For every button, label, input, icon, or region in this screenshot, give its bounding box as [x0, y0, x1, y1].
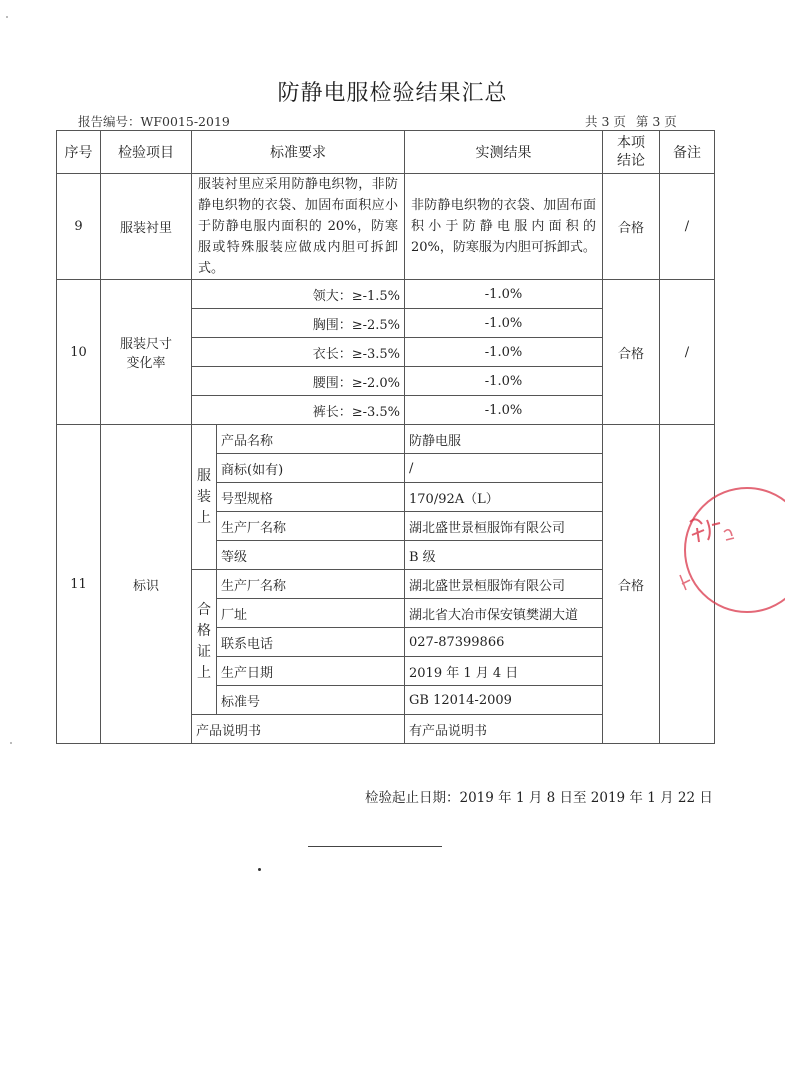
header-result: 实测结果 — [405, 131, 603, 174]
row9-standard: 服装衬里应采用防静电织物，非防静电织物的衣袋、加固布面积应小于防静电服内面积的 20%，防寒服或特殊服装应做成内胆可拆卸式。 — [192, 174, 405, 280]
value-cell: / — [405, 454, 603, 483]
total-pages: 共 3 页 — [585, 114, 626, 129]
dim-requirement: 领大：≥-1.5% — [192, 280, 405, 309]
scan-speck — [10, 742, 12, 744]
row10-item-line2: 变化率 — [126, 356, 166, 371]
row11-conclusion: 合格 — [603, 425, 660, 744]
dim-result: -1.0% — [405, 280, 603, 309]
table-row-10-dim-1 — [57, 280, 715, 309]
group-char: 合 — [197, 602, 211, 618]
header-seq: 序号 — [57, 131, 101, 174]
table-header-row — [57, 131, 715, 174]
header-conclusion-line1: 本项 — [617, 135, 645, 151]
table-row-9 — [57, 174, 715, 280]
header-conclusion-line2: 结论 — [617, 153, 645, 169]
row9-remark: / — [660, 174, 715, 280]
page-indicator — [585, 112, 677, 130]
group-on-certificate — [192, 570, 217, 715]
header-item: 检验项目 — [101, 131, 192, 174]
row10-item — [101, 280, 192, 425]
dim-result: -1.0% — [405, 309, 603, 338]
value-cell: GB 12014-2009 — [405, 686, 603, 715]
row11-seq: 11 — [57, 425, 101, 744]
header-remark: 备注 — [660, 131, 715, 174]
label-cell: 等级 — [217, 541, 405, 570]
inspection-period: 检验起止日期：2019 年 1 月 8 日至 2019 年 1 月 22 日 — [365, 790, 713, 806]
page-title: 防静电服检验结果汇总 — [277, 81, 508, 106]
value-cell: 027-87399866 — [405, 628, 603, 657]
label-cell: 产品名称 — [217, 425, 405, 454]
row10-item-line1: 服装尺寸 — [119, 337, 172, 352]
label-cell: 标准号 — [217, 686, 405, 715]
value-cell: 湖北省大冶市保安镇樊湖大道 — [405, 599, 603, 628]
row11-item: 标识 — [101, 425, 192, 744]
row10-remark: / — [660, 280, 715, 425]
row10-conclusion: 合格 — [603, 280, 660, 425]
value-cell: 湖北盛世景桓服饰有限公司 — [405, 570, 603, 599]
row9-seq: 9 — [57, 174, 101, 280]
report-number: 报告编号：WF0015-2019 — [78, 114, 230, 129]
row10-seq: 10 — [57, 280, 101, 425]
seal-stamp-icon — [652, 480, 785, 630]
value-cell: B 级 — [405, 541, 603, 570]
group-char: 服 — [197, 467, 211, 484]
ink-dot — [258, 868, 261, 871]
label-cell: 厂址 — [217, 599, 405, 628]
results-table — [56, 130, 715, 744]
label-cell: 生产厂名称 — [217, 570, 405, 599]
label-cell: 号型规格 — [217, 483, 405, 512]
group-char: 格 — [197, 623, 211, 639]
row9-result: 非防静电织物的衣袋、加固布面积小于防静电服内面积的 20%，防寒服为内胆可拆卸式。 — [405, 174, 603, 280]
label-cell: 联系电话 — [217, 628, 405, 657]
dim-requirement: 腰围：≥-2.0% — [192, 367, 405, 396]
dim-result: -1.0% — [405, 396, 603, 425]
dim-requirement: 裤长：≥-3.5% — [192, 396, 405, 425]
value-cell: 2019 年 1 月 4 日 — [405, 657, 603, 686]
dim-requirement: 胸围：≥-2.5% — [192, 309, 405, 338]
current-page: 第 3 页 — [635, 114, 677, 129]
group-char: 上 — [197, 665, 211, 681]
label-cell: 商标(如有) — [217, 454, 405, 483]
group-on-garment — [192, 425, 217, 570]
row9-conclusion: 合格 — [603, 174, 660, 280]
dim-result: -1.0% — [405, 338, 603, 367]
manual-label: 产品说明书 — [192, 715, 405, 744]
scan-speck — [6, 16, 8, 18]
value-cell: 湖北盛世景桓服饰有限公司 — [405, 512, 603, 541]
value-cell: 防静电服 — [405, 425, 603, 454]
group-char: 装 — [197, 488, 211, 505]
dim-requirement: 衣长：≥-3.5% — [192, 338, 405, 367]
value-cell: 170/92A（L） — [405, 483, 603, 512]
group-char: 上 — [197, 509, 211, 526]
header-standard: 标准要求 — [192, 131, 405, 174]
table-row-11-g1-1 — [57, 425, 715, 454]
signature-line — [308, 846, 442, 847]
dim-result: -1.0% — [405, 367, 603, 396]
row9-item: 服装衬里 — [101, 174, 192, 280]
label-cell: 生产日期 — [217, 657, 405, 686]
manual-value: 有产品说明书 — [405, 715, 603, 744]
header-conclusion — [603, 131, 660, 174]
label-cell: 生产厂名称 — [217, 512, 405, 541]
group-char: 证 — [197, 644, 211, 660]
